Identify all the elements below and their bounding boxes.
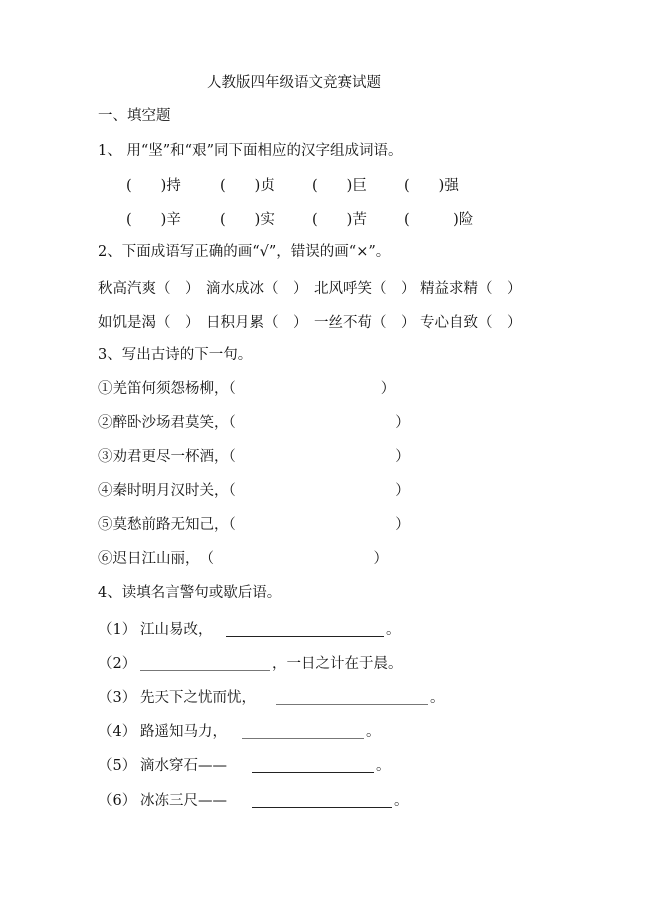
poem-line: ④秦时明月汉时关，（ ） xyxy=(98,483,410,499)
item-text: 路遥知马力， xyxy=(140,724,227,740)
item-number: （5） xyxy=(98,758,137,774)
q1-item: ( )贞 xyxy=(220,178,275,194)
idiom-item: 一丝不荀（ ） xyxy=(314,315,416,331)
q1-item: ( )辛 xyxy=(126,212,181,228)
item-number: （6） xyxy=(98,793,137,809)
q1-item: ( )持 xyxy=(126,178,181,194)
q1-item: ( )实 xyxy=(220,212,275,228)
item-text: 。 xyxy=(430,690,445,706)
item-text: 。 xyxy=(366,724,381,740)
section-heading-fill-blanks: 一、填空题 xyxy=(98,108,171,124)
item-text: 滴水穿石—— xyxy=(140,758,227,774)
question-3-prompt: 3、写出古诗的下一句。 xyxy=(98,347,253,363)
item-number: （2） xyxy=(98,656,137,672)
idiom-item: 如饥是渴（ ） xyxy=(98,315,200,331)
item-text: 江山易改， xyxy=(140,622,213,638)
poem-line: ①羌笛何须怨杨柳，（ ） xyxy=(98,381,396,397)
idiom-item: 专心自致（ ） xyxy=(420,315,522,331)
q1-item: ( )险 xyxy=(404,212,474,228)
poem-line: ③劝君更尽一杯酒，（ ） xyxy=(98,449,410,465)
poem-line: ⑥迟日江山丽， （ ） xyxy=(98,551,388,567)
question-1-prompt: 1、 用“坚”和“艰”同下面相应的汉字组成词语。 xyxy=(98,143,403,159)
answer-blank[interactable] xyxy=(276,704,428,705)
page-title: 人教版四年级语文竞赛试题 xyxy=(207,75,381,91)
question-4-prompt: 4、读填名言警句或歇后语。 xyxy=(98,585,282,601)
item-number: （3） xyxy=(98,690,137,706)
q1-item: ( )苦 xyxy=(312,212,367,228)
question-2-prompt: 2、下面成语写正确的画“√”，错误的画“×”。 xyxy=(98,244,391,260)
answer-blank[interactable] xyxy=(140,670,270,671)
q1-item: ( )强 xyxy=(404,178,459,194)
poem-line: ②醉卧沙场君莫笑，（ ） xyxy=(98,415,410,431)
answer-blank[interactable] xyxy=(226,636,384,637)
idiom-item: 日积月累（ ） xyxy=(206,315,308,331)
idiom-item: 精益求精（ ） xyxy=(420,281,522,297)
item-text: 。 xyxy=(386,622,401,638)
item-number: （1） xyxy=(98,622,137,638)
item-text: 先天下之忧而忧， xyxy=(140,690,256,706)
answer-blank[interactable] xyxy=(252,772,374,773)
idiom-item: 秋高汽爽（ ） xyxy=(98,281,200,297)
poem-line: ⑤莫愁前路无知己，（ ） xyxy=(98,517,410,533)
item-text: 冰冻三尺—— xyxy=(140,793,227,809)
item-text: 。 xyxy=(376,758,391,774)
item-number: （4） xyxy=(98,724,137,740)
q1-item: ( )巨 xyxy=(312,178,367,194)
idiom-item: 滴水成冰（ ） xyxy=(206,281,308,297)
item-text: 。 xyxy=(394,793,409,809)
answer-blank[interactable] xyxy=(252,807,392,808)
item-text: ，一日之计在于晨。 xyxy=(272,656,403,672)
answer-blank[interactable] xyxy=(242,738,364,739)
idiom-item: 北风呼笑（ ） xyxy=(314,281,416,297)
